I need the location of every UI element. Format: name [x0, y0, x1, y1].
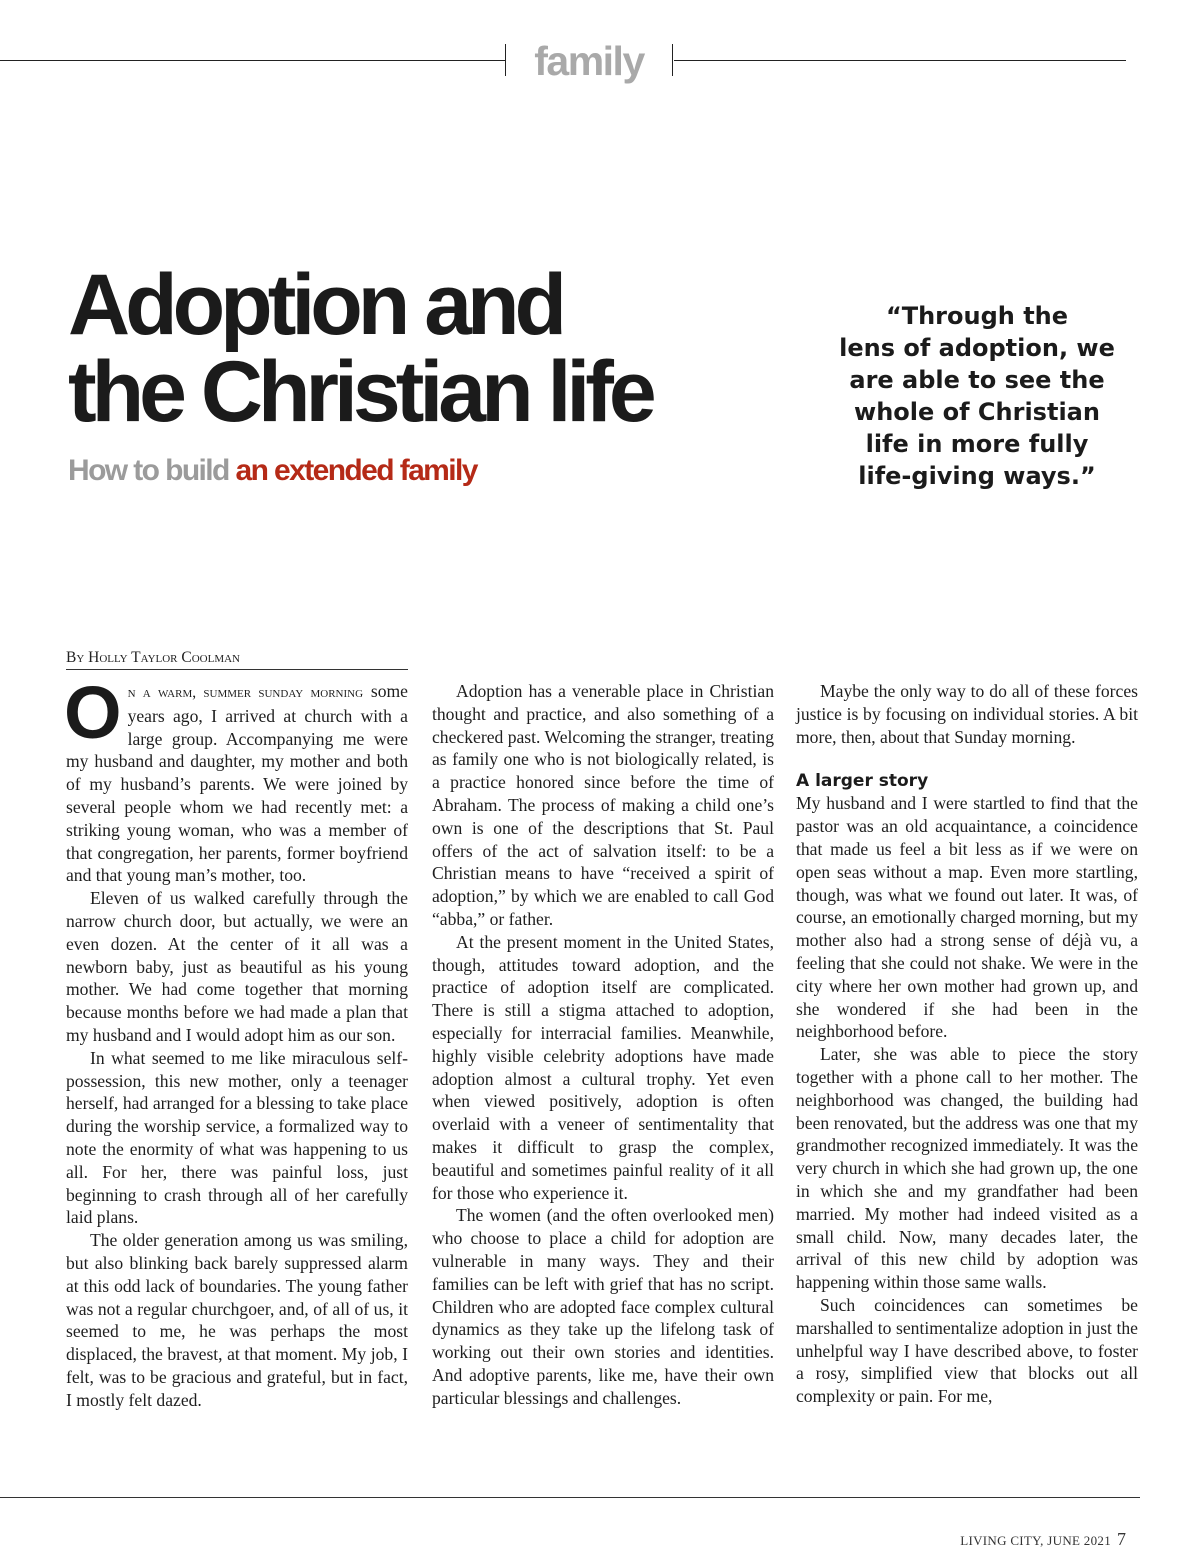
- article-paragraph: [64, 671, 408, 887]
- article-paragraph: Eleven of us walked carefully through the narrow church door, but actually, we were an even dozen. At the center of it all was a newborn baby, just as beautiful as his young mother. We had come together that morning because months before we had made a plan that my husband and I would adopt him as our son.: [66, 888, 408, 1045]
- pull-quote-line: life-giving ways.”: [858, 462, 1096, 490]
- article-paragraph: The older generation among us was smiling, but also blinking back barely suppressed alarm at this odd lack of boundaries. The young father was not a regular churchgoer, and, of all of us, it seemed to me, he was perhaps the most displaced, the bravest, at that moment. My job, I felt, was to be gracious and grateful, but in fact, I mostly felt dazed.: [66, 1230, 408, 1410]
- article-paragraph: At the present moment in the United States, though, attitudes toward adoption, and the practice of adoption itself are complicated. There is still a stigma attached to adoption, especially for interracial families. Meanwhile, highly visible celebrity adoptions have made adoption almost a cultural trophy. Yet even when viewed positively, adoption is often overlaid with a veneer of sentimentality that makes it difficult to grasp the complex, beautiful and sometimes painful reality of it all for those who experience it.: [432, 931, 774, 1203]
- footer-rule: [0, 1497, 1140, 1498]
- article-column-2: [432, 680, 774, 1410]
- pull-quote: [818, 300, 1136, 492]
- article-paragraph: In what seemed to me like miraculous self-possession, this new mother, only a teenager herself, had arranged for a blessing to take place during the worship service, a formalized way to note the enormity of what was happening to us all. For her, there was painful loss, just beginning to crash through all of her carefully laid plans.: [66, 1047, 408, 1228]
- article-paragraph: The women (and the often overlooked men) who choose to place a child for adoption are vulnerable in many ways. They and their families can be left with grief that has no script. Children who are adopted face complex cultural dynamics as they take up the lifelong task of working out their own stories and identities. And adoptive parents, like me, have their own particular blessings and challenges.: [432, 1205, 774, 1408]
- article-paragraph: Maybe the only way to do all of these forces justice is by focusing on individual stories. A bit more, then, about that Sunday morning.: [796, 681, 1138, 747]
- section-subheading: A larger story: [796, 771, 929, 792]
- article-paragraph: Such coincidences can sometimes be marshalled to sentimentalize adoption in just the unhelpful way I have described above, to foster a rosy, simplified view that blocks out all complexity or pain. For me,: [796, 1294, 1138, 1407]
- drop-cap: O: [64, 671, 122, 754]
- section-header: [0, 36, 1200, 86]
- subhead-gray-text: How to build: [68, 454, 229, 487]
- headline-line-2: the Christian life: [68, 344, 652, 440]
- section-label: family: [534, 38, 644, 84]
- headline-line-1: Adoption and: [68, 257, 563, 353]
- article-subhead: [68, 454, 477, 488]
- pull-quote-line: “Through the: [885, 302, 1069, 330]
- article-column-3: [796, 680, 1138, 1408]
- pull-quote-line: are able to see the: [849, 366, 1105, 394]
- page-footer: [960, 1529, 1126, 1550]
- article-paragraph: Adoption has a venerable place in Christian thought and practice, and also something of a checkered past. Welcoming the stranger, treating as family one who is not biologically related, is a practice honored since before the time of Abraham. The process of making a child one’s own is one of the descriptions that St. Paul offers of the act of salvation itself: to be a Christian means to have “received a spirit of adoption,” by which we are enabled to call God “abba,” or father.: [432, 681, 774, 929]
- pull-quote-line: whole of Christian: [854, 398, 1100, 426]
- header-rule-left: [0, 60, 505, 61]
- article-headline: [68, 257, 768, 440]
- footer-publication: LIVING CITY, JUNE 2021: [960, 1533, 1111, 1548]
- page-number: 7: [1117, 1529, 1126, 1549]
- paragraph-text: some years ago, I arrived at church with a large group. Accompanying me were my husband and daughter, my mother and both of my husband’s parents. We were joined by several people whom we had recently met: a striking young woman, who was a member of that congregation, her parents, former boyfriend and that young man’s mother, too.: [66, 681, 408, 886]
- lead-in-caps: n a warm, summer sunday morning: [127, 684, 364, 701]
- pull-quote-line: lens of adoption, we: [839, 334, 1115, 362]
- header-rule-right: [674, 60, 1126, 61]
- subhead-red-text: an extended family: [235, 454, 477, 487]
- byline: By Holly Taylor Coolman: [66, 649, 408, 670]
- article-paragraph: My husband and I were startled to find that the pastor was an old acquaintance, a coincidence that made us feel a bit less as if we were on open seas without a map. Even more startling, though, was what we found out later. It was, of course, an emotionally charged morning, but my mother also had a strong sense of déjà vu, a feeling that she could not shake. We were in the city where her own mother had grown up, and she wondered if she had been in the neighborhood before.: [796, 793, 1138, 1042]
- header-tick-right: [672, 44, 673, 76]
- article-column-1: [64, 671, 408, 1412]
- article-paragraph: Later, she was able to piece the story together with a phone call to her mother. The neighborhood was changed, the building had been renovated, but the address was one that my grandmother recognized immediately. It was the very church in which she had grown up, the one in which she and my grandfather had been married. My mother had indeed visited as a small child. Now, many decades later, the arrival of this new child by adoption was happening within those same walls.: [796, 1044, 1138, 1293]
- pull-quote-line: life in more fully: [865, 430, 1089, 458]
